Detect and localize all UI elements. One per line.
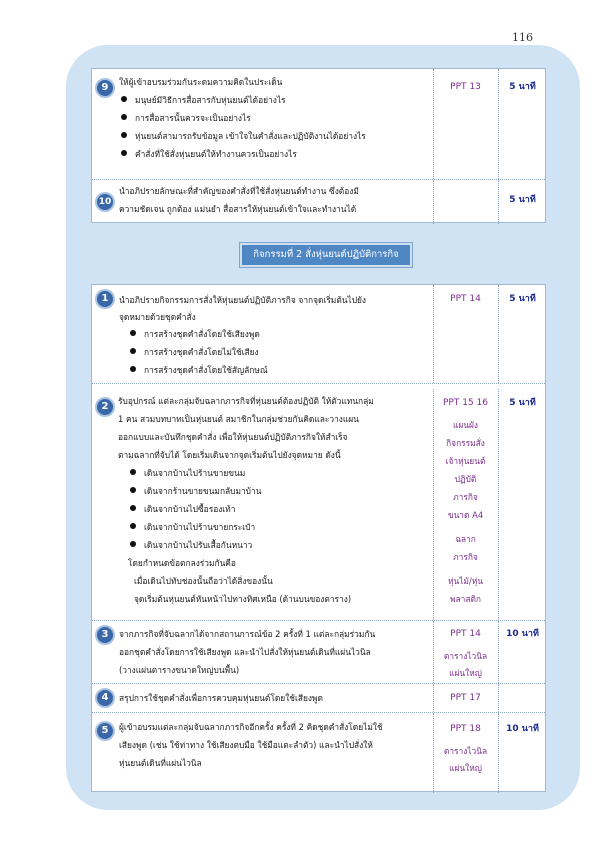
material-label: ตารางไวนิล <box>443 746 488 756</box>
media-cell <box>433 713 499 793</box>
material-label: แผนผัง <box>452 420 479 430</box>
bullet-text: การสร้างชุดคำสั่งโดยใช้เสียงพูด <box>144 329 260 339</box>
bullet-icon <box>130 487 136 493</box>
bullet-text: เดินจากร้านขายขนมกลับมาบ้าน <box>144 486 262 496</box>
media-cell <box>433 621 499 683</box>
bullet-item <box>121 109 251 127</box>
duration-label: 5 นาที <box>509 294 536 304</box>
material-label: ขนาด A4 <box>447 510 484 520</box>
table-row <box>92 684 545 713</box>
bullet-icon <box>130 469 136 475</box>
bullet-icon <box>121 96 127 102</box>
duration-label: 5 นาที <box>509 195 536 205</box>
media-cell <box>433 180 499 224</box>
bullet-item <box>130 482 261 500</box>
page-number: 116 <box>512 31 533 44</box>
table-row <box>92 69 545 180</box>
material-label: พลาสติก <box>450 594 481 604</box>
step-text: นำอภิปรายลักษณะที่สำคัญของคำสั่งที่ใช้สั่งหุ่นยนต์ทำงาน ซึ่งต้องมี <box>119 186 359 196</box>
step-text: นำอภิปรายกิจกรรมการสั่งให้หุ่นยนต์ปฏิบัติภารกิจ จากจุดเริ่มต้นไปยัง <box>119 295 367 305</box>
material-label: เจ้าหุ่นยนต์ <box>445 456 486 466</box>
step-text: ผู้เข้าอบรมแต่ละกลุ่มจับฉลากภารกิจอีกครั้ง ครั้งที่ 2 คิดชุดคำสั่งโดยไม่ใช้ <box>119 722 383 732</box>
step-number-badge: 10 <box>95 192 115 212</box>
step-text: ตามฉลากที่จับได้ โดยเริ่มเดินจากจุดเริ่มต้นไปยังจุดหมาย ดังนี้ <box>118 450 341 460</box>
bullet-text: เดินจากบ้านไปร้านขายกระเป๋า <box>144 522 256 532</box>
step-number-badge: 3 <box>95 625 115 645</box>
bullet-item <box>130 343 259 361</box>
step-text: ให้ผู้เข้าอบรมร่วมกันระดมความคิดในประเด็น <box>119 77 283 87</box>
step-text: สรุปการใช้ชุดคำสั่งเพื่อการควบคุมหุ่นยนต์โดยใช้เสียงพูด <box>119 693 323 703</box>
material-label: หุ่นไม้/หุ่น <box>447 576 484 586</box>
step-number-badge: 9 <box>95 78 115 98</box>
bullet-text: มนุษย์มีวิธีการสื่อสารกับหุ่นยนต์ได้อย่างไร <box>135 95 286 105</box>
duration-cell <box>498 713 547 793</box>
bullet-icon <box>130 330 136 336</box>
bullet-icon <box>130 505 136 511</box>
step-text: ออกแบบและบันทึกชุดคำสั่ง เพื่อให้หุ่นยนต์ปฏิบัติภารกิจให้สำเร็จ <box>118 432 348 442</box>
bullet-text: การสร้างชุดคำสั่งโดยไม่ใช้เสียง <box>144 347 259 357</box>
table-row <box>92 713 545 793</box>
bullet-icon <box>130 541 136 547</box>
bullet-item <box>121 145 297 163</box>
step-description-cell <box>92 684 434 712</box>
media-cell <box>433 684 499 712</box>
step-description-cell <box>92 713 434 793</box>
table-row <box>92 621 545 684</box>
material-label: ฉลาก <box>455 534 476 544</box>
material-label: ภารกิจ <box>453 552 478 562</box>
step-description-cell <box>92 389 434 620</box>
step-number-badge: 5 <box>95 721 115 741</box>
step-text: ออกชุดคำสั่งโดยการใช้เสียงพูด และนำไปสั่งให้หุ่นยนต์เดินที่แผ่นไวนิล <box>119 647 371 657</box>
material-label: แผ่นใหญ่ <box>449 763 482 773</box>
duration-cell <box>498 684 547 712</box>
table-row <box>92 285 545 384</box>
duration-label: 5 นาที <box>509 82 536 92</box>
activity-steps-table-1 <box>91 68 546 223</box>
media-cell <box>433 69 499 179</box>
bullet-item <box>130 518 255 536</box>
step-number-badge: 4 <box>95 688 115 708</box>
ppt-label: PPT 14 <box>450 629 481 639</box>
material-label: ปฏิบัติ <box>454 474 477 484</box>
step-text: 1 คน สวมบทบาทเป็นหุ่นยนต์ สมาชิกในกลุ่มช่วยกันคิดและวางแผน <box>118 414 359 424</box>
bullet-text: คำสั่งที่ใช้สั่งหุ่นยนต์ให้ทำงานควรเป็นอย่างไร <box>135 149 297 159</box>
duration-label: 5 นาที <box>509 398 536 408</box>
step-number-badge: 1 <box>95 289 115 309</box>
step-text: ความชัดเจน ถูกต้อง แม่นยำ สื่อสารให้หุ่นยนต์เข้าใจและทำงานได้ <box>119 204 357 214</box>
step-text: จากภารกิจที่จับฉลากได้จากสถานการณ์ข้อ 2 ครั้งที่ 1 แต่ละกลุ่มร่วมกัน <box>119 629 376 639</box>
duration-cell <box>498 180 547 224</box>
step-text: จุดเริ่มต้นหุ่นยนต์หันหน้าไปทางทิศเหนือ (ด้านบนของตาราง) <box>134 594 352 604</box>
step-text: (วางแผ่นตารางขนาดใหญ่บนพื้น) <box>119 665 240 675</box>
ppt-label: PPT 18 <box>450 724 481 734</box>
bullet-item <box>121 127 366 145</box>
material-label: กิจกรรมสั่ง <box>446 438 485 448</box>
duration-label: 10 นาที <box>506 629 539 639</box>
step-text: หุ่นยนต์เดินที่แผ่นไวนิล <box>119 758 202 768</box>
activity-steps-table-2 <box>91 284 546 792</box>
bullet-text: หุ่นยนต์สามารถรับข้อมูล เข้าใจในคำสั่งและปฏิบัติงานได้อย่างไร <box>135 131 366 141</box>
bullet-item <box>130 464 245 482</box>
step-text: โดยกำหนดข้อตกลงร่วมกันคือ <box>128 558 236 568</box>
activity-title-banner: กิจกรรมที่ 2 สั่งหุ่นยนต์ปฏิบัติการกิจ <box>240 243 412 267</box>
material-label: ภารกิจ <box>453 492 478 502</box>
material-label: ตารางไวนิล <box>443 651 488 661</box>
bullet-item <box>130 361 268 379</box>
duration-cell <box>498 285 547 383</box>
step-text: รับอุปกรณ์ แต่ละกลุ่มจับฉลากภารกิจที่หุ่นยนต์ต้องปฏิบัติ ให้ตัวแทนกลุ่ม <box>118 396 374 406</box>
media-cell <box>433 389 499 620</box>
ppt-label: PPT 13 <box>450 82 481 92</box>
bullet-text: เดินจากบ้านไปรับเสื้อกันหนาว <box>144 540 253 550</box>
bullet-item <box>130 536 252 554</box>
ppt-label: PPT 14 <box>450 294 481 304</box>
material-label: แผ่นใหญ่ <box>449 668 482 678</box>
bullet-text: การสื่อสารนั้นควรจะเป็นอย่างไร <box>135 113 251 123</box>
bullet-icon <box>121 150 127 156</box>
step-text: จุดหมายด้วยชุดคำสั่ง <box>119 312 196 322</box>
duration-cell <box>498 69 547 179</box>
media-cell <box>433 285 499 383</box>
table-row <box>92 180 545 224</box>
duration-cell <box>498 621 547 683</box>
duration-label: 10 นาที <box>506 724 539 734</box>
bullet-icon <box>130 366 136 372</box>
ppt-label: PPT 15 16 <box>443 398 488 408</box>
step-description-cell <box>92 285 434 383</box>
bullet-text: เดินจากบ้านไปซื้อรองเท้า <box>144 504 236 514</box>
step-description-cell <box>92 621 434 683</box>
bullet-item <box>130 325 260 343</box>
table-row <box>92 389 545 621</box>
bullet-item <box>130 500 235 518</box>
bullet-icon <box>121 132 127 138</box>
step-description-cell <box>92 69 434 179</box>
bullet-text: การสร้างชุดคำสั่งโดยใช้สัญลักษณ์ <box>144 365 268 375</box>
step-text: เมื่อเดินไปทับช่องนั้นถือว่าได้สิ่งของนั้น <box>134 576 273 586</box>
step-description-cell <box>92 180 434 224</box>
bullet-icon <box>130 348 136 354</box>
step-text: เสียงพูด (เช่น ใช้ท่าทาง ใช้เสียงตบมือ ใช้มือแตะลำตัว) และนำไปสั่งให้ <box>119 740 373 750</box>
duration-cell <box>498 389 547 620</box>
ppt-label: PPT 17 <box>450 693 481 703</box>
bullet-icon <box>121 114 127 120</box>
bullet-item <box>121 91 286 109</box>
bullet-icon <box>130 523 136 529</box>
bullet-text: เดินจากบ้านไปร้านขายขนม <box>144 468 246 478</box>
step-number-badge: 2 <box>95 397 115 417</box>
